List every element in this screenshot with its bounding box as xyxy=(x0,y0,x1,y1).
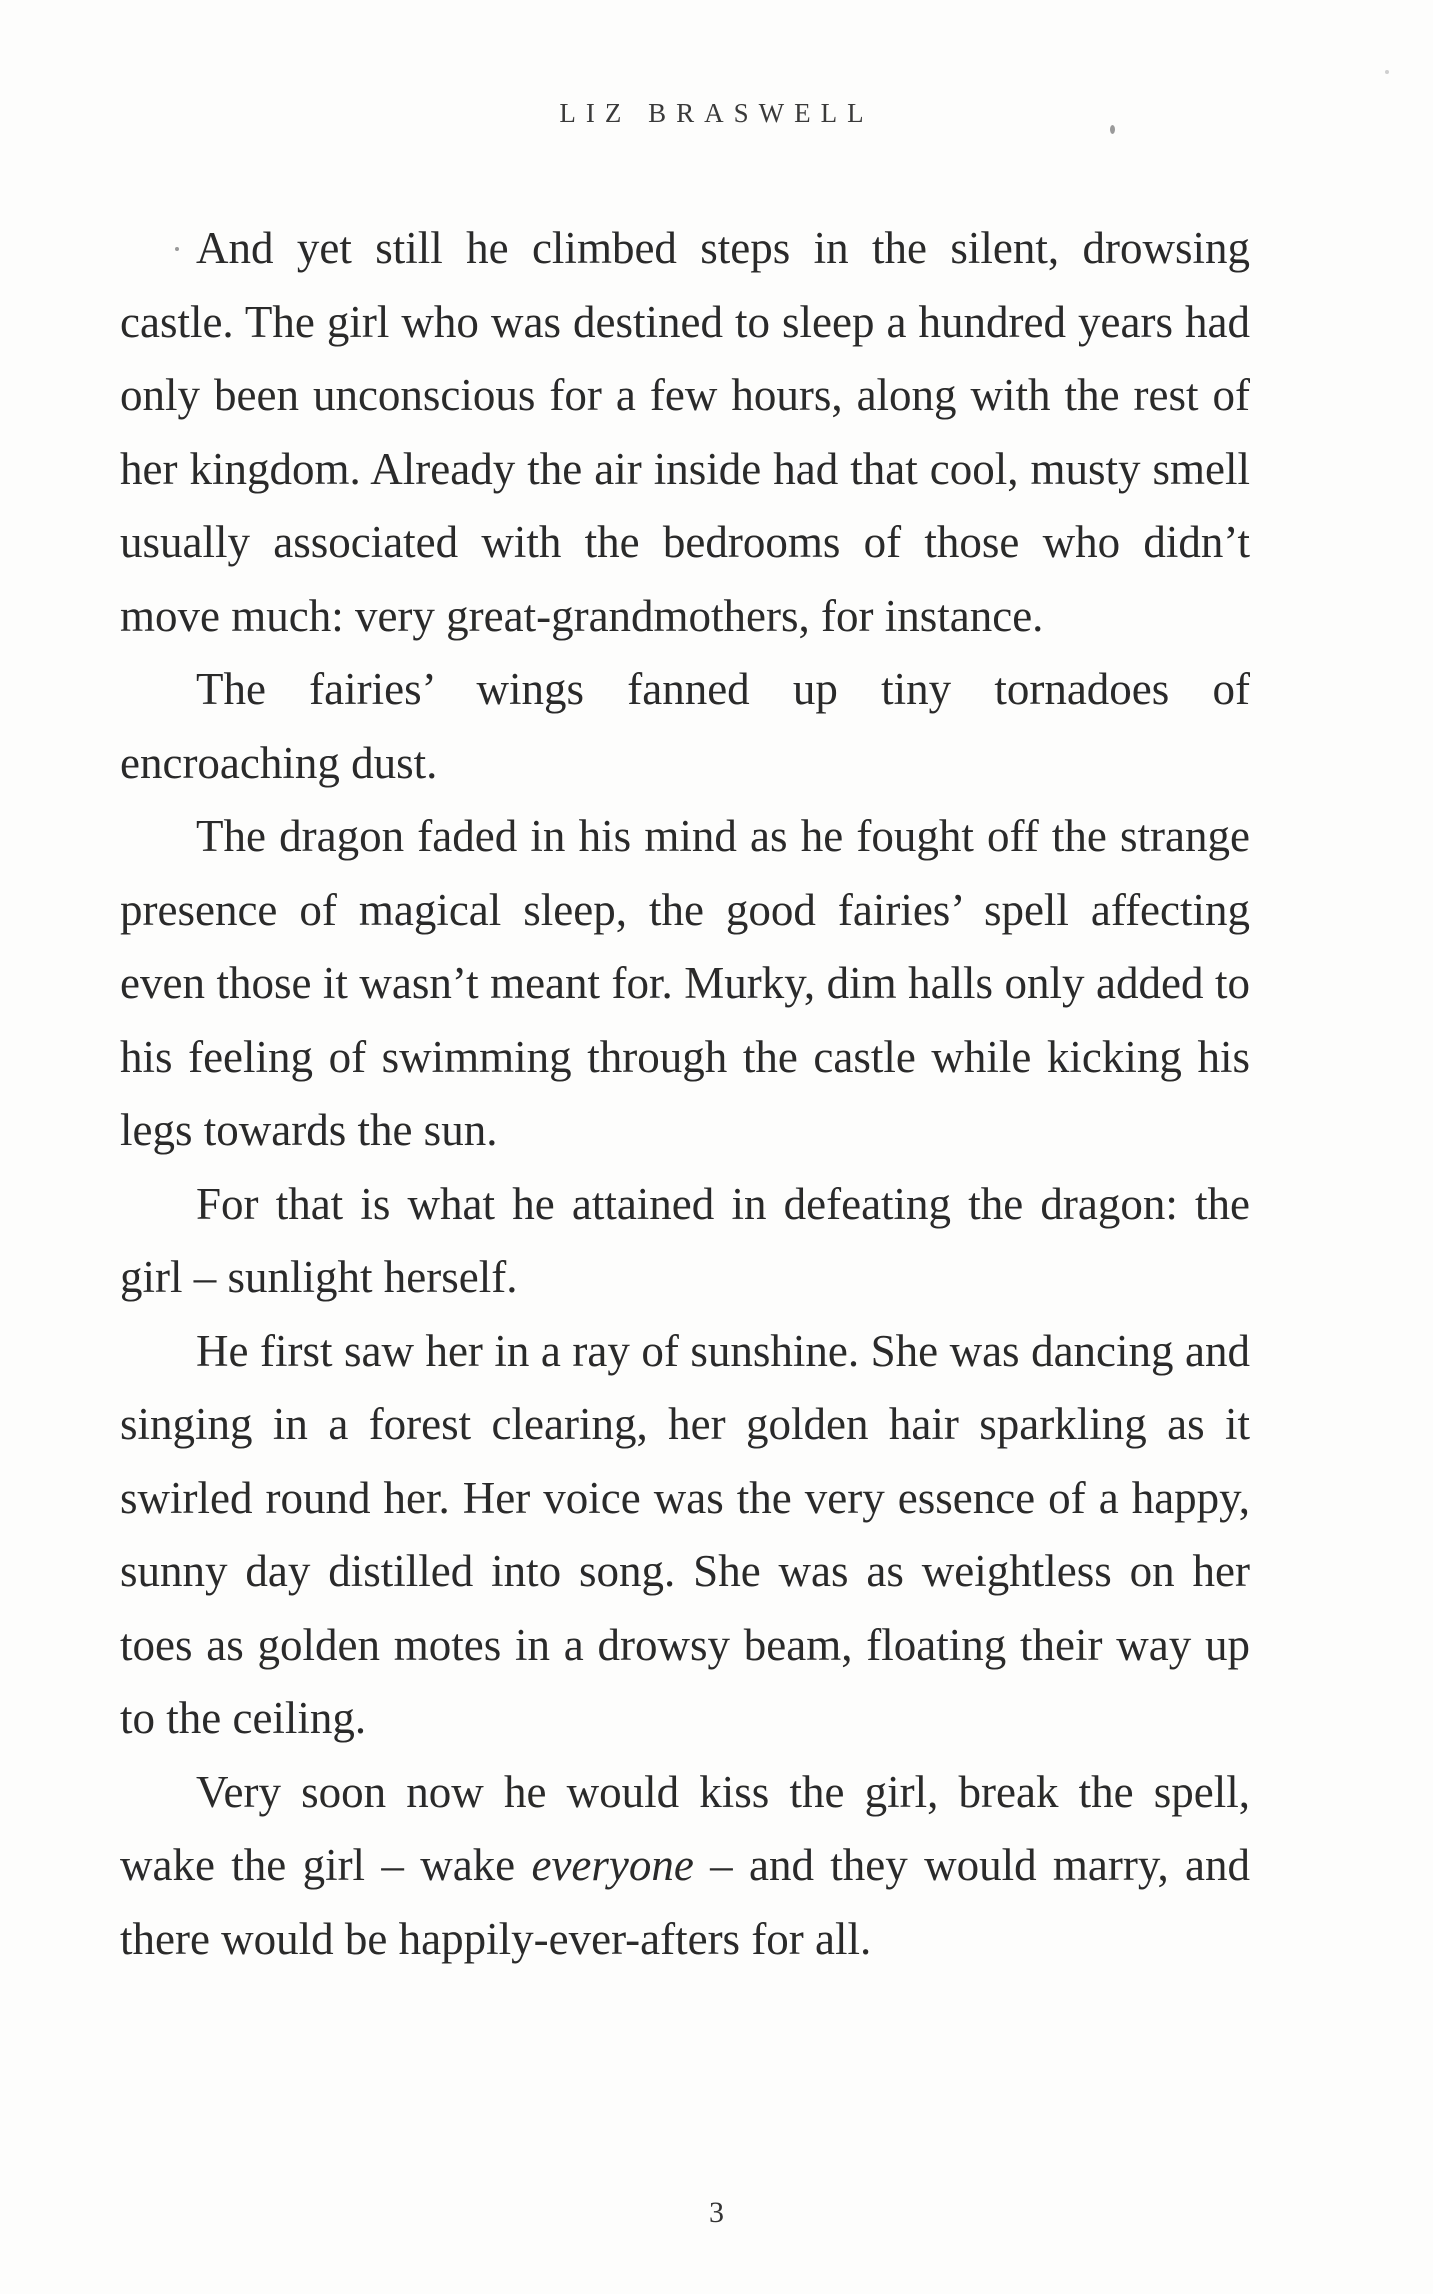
running-head: LIZ BRASWELL xyxy=(559,98,874,128)
body-text xyxy=(120,212,1250,1976)
paragraph: The dragon faded in his mind as he fought off the strange presence of magical sleep, the good fairies’ spell affecting even those it wasn’t meant for. Murky, dim halls only added to his feeling of swimming through the castle while kicking his legs towards the sun. xyxy=(120,811,1250,1155)
paragraph: And yet still he climbed steps in the silent, drowsing castle. The girl who was destined to sleep a hundred years had only been unconscious for a few hours, along with the rest of her kingdom. Already the air inside had that cool, musty smell usually associated with the bedrooms of those who didn’t move much: very great-grandmothers, for instance. xyxy=(120,223,1250,641)
paragraph-final xyxy=(120,1756,1250,1977)
paragraph: For that is what he attained in defeating the dragon: the girl – sunlight herself. xyxy=(120,1178,1250,1302)
paragraph-text: Very soon now he would kiss the girl, break the spell, wake the girl – wake xyxy=(120,1766,1250,1890)
page-number: 3 xyxy=(709,2196,724,2229)
paragraph: The fairies’ wings fanned up tiny tornadoes of encroaching dust. xyxy=(120,664,1250,788)
emphasized-word: everyone xyxy=(531,1840,694,1890)
scan-speck xyxy=(1110,125,1115,134)
scan-speck xyxy=(175,247,179,251)
paragraph: He first saw her in a ray of sunshine. She was dancing and singing in a forest clearing, her golden hair sparkling as it swirled round her. Her voice was the very essence of a happy, sunny day distilled into song. She was as weightless on her toes as golden motes in a drowsy beam, floating their way up to the ceiling. xyxy=(120,1325,1250,1743)
scan-speck xyxy=(1385,70,1389,74)
paragraph-text: – and they would marry, and there would be happily-ever-afters for all. xyxy=(120,1840,1250,1964)
